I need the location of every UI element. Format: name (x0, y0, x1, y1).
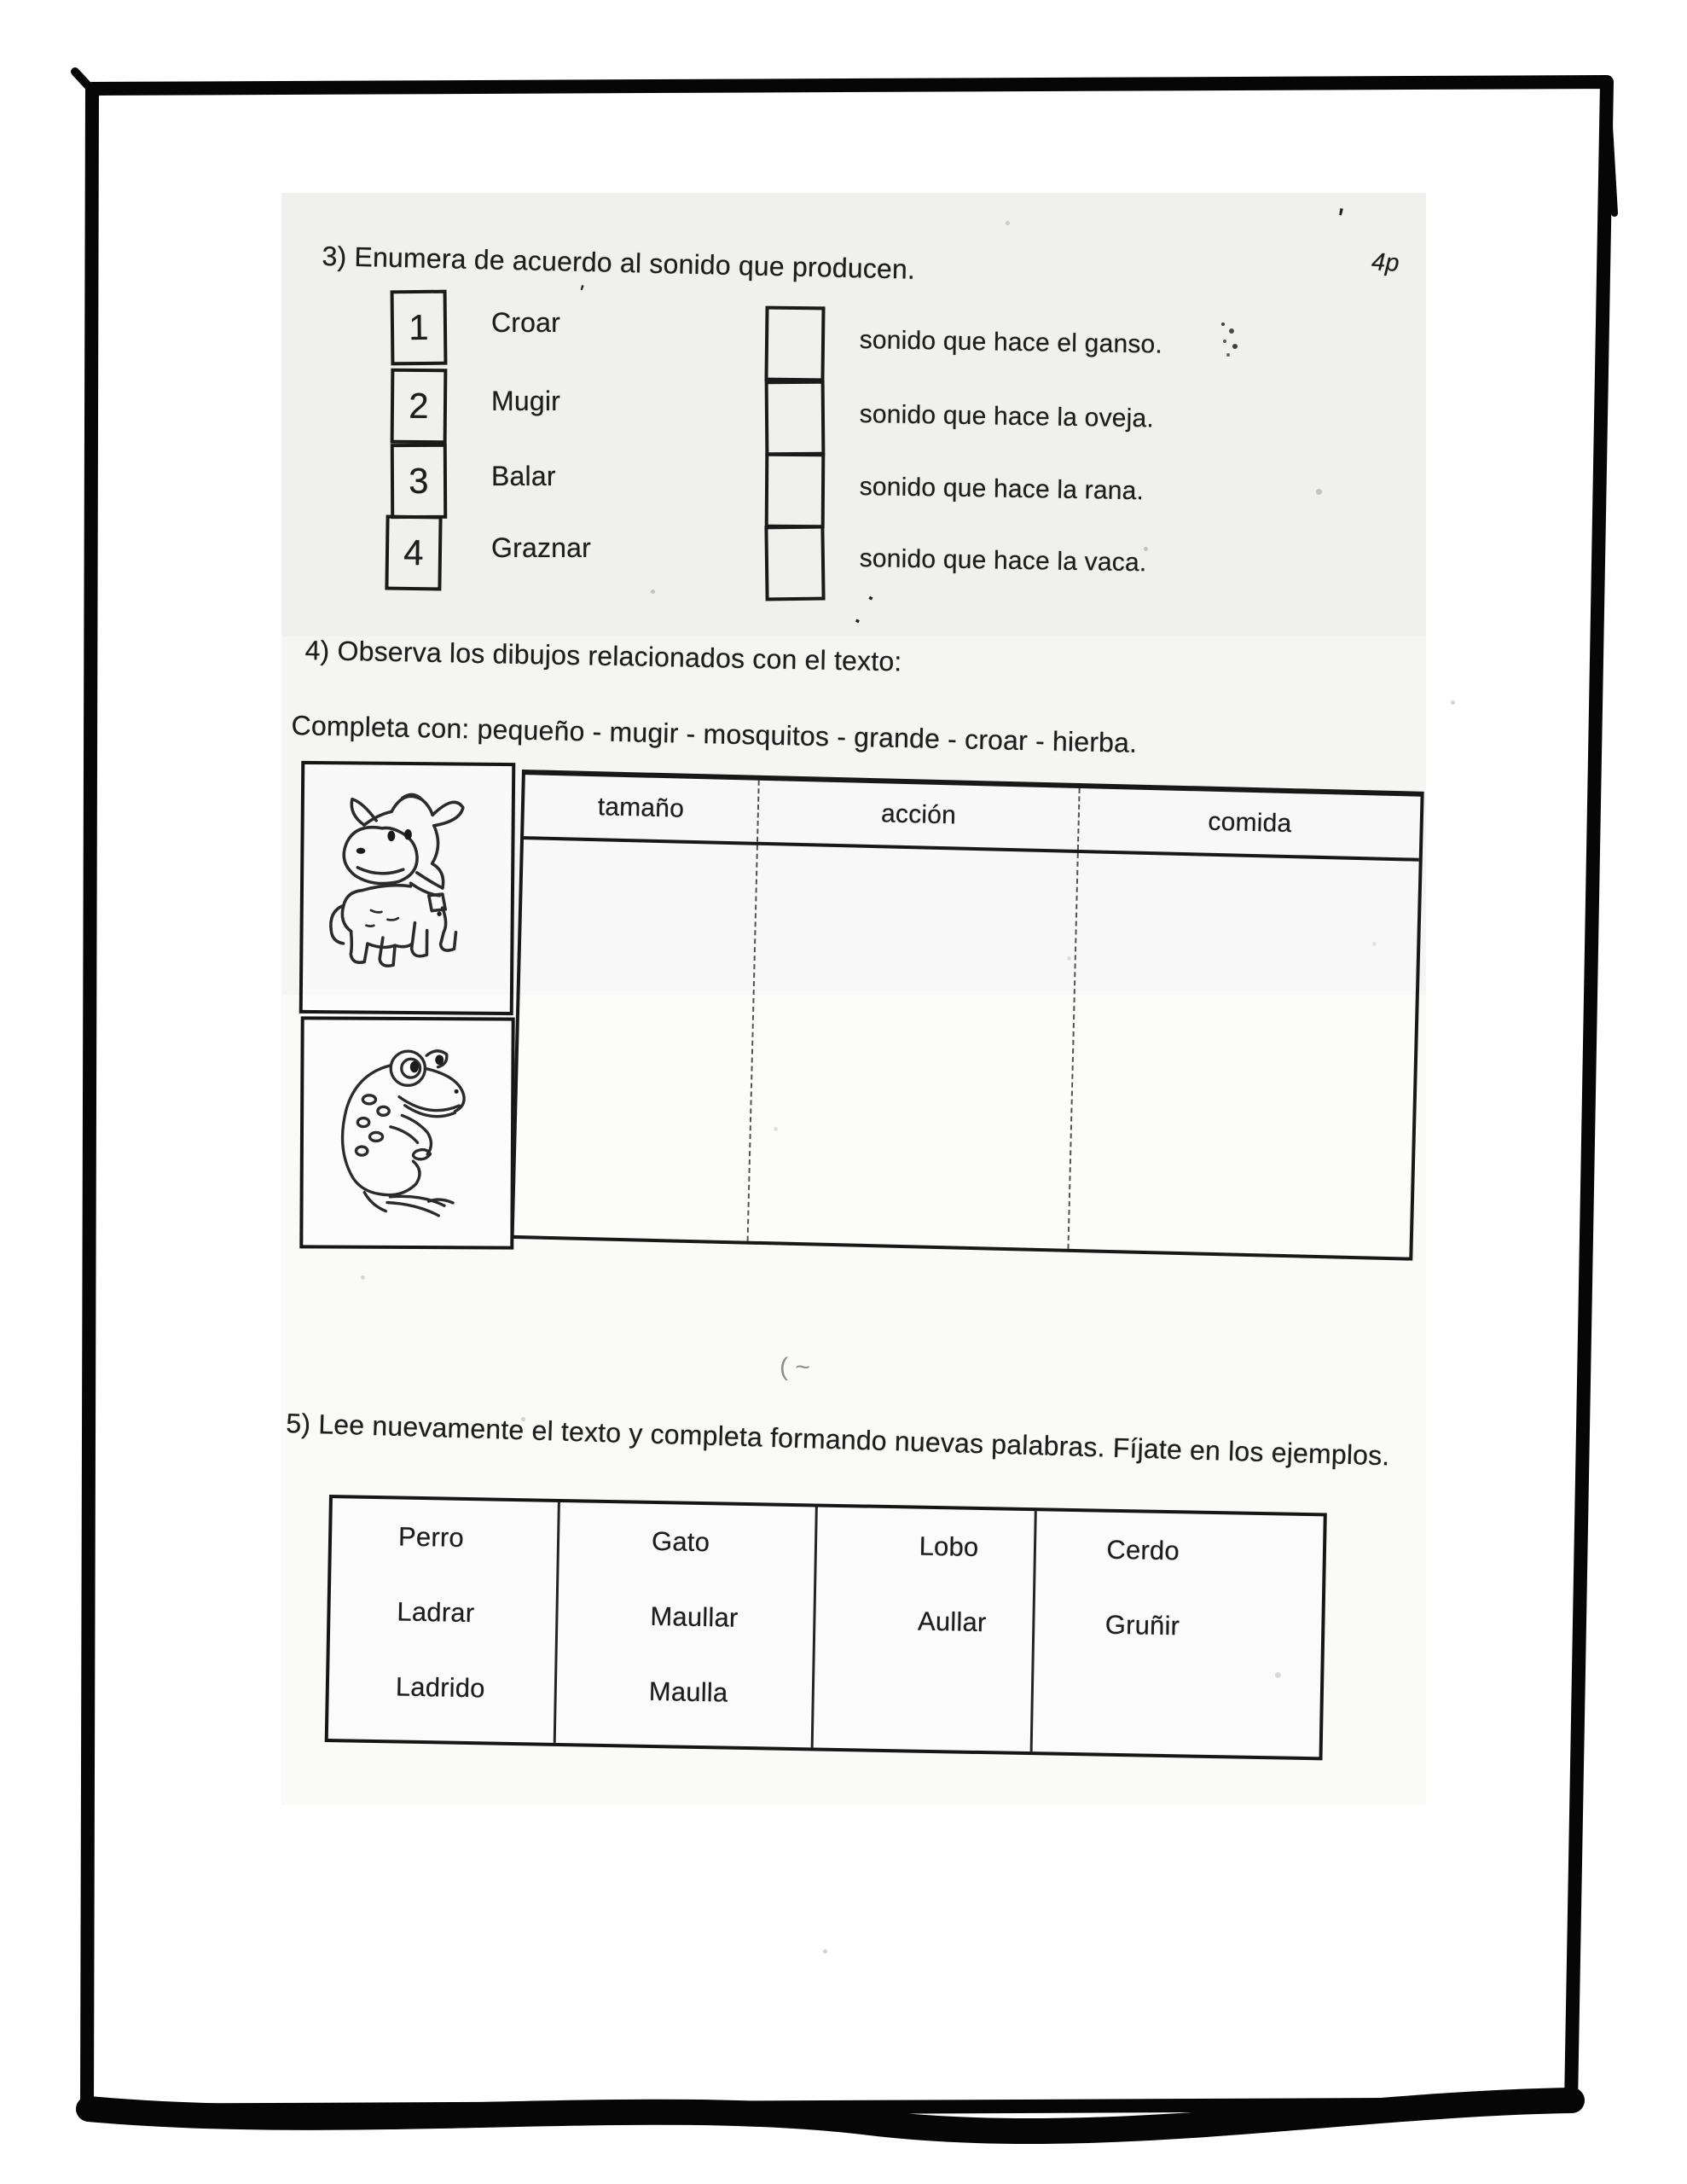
word-aullar: Aullar (917, 1606, 987, 1638)
cow-image-box (299, 761, 516, 1015)
column-header-tamano: tamaño (597, 793, 685, 823)
frog-drawing (316, 1029, 499, 1237)
column-header-comida: comida (1077, 788, 1420, 858)
word-cerdo: Cerdo (1106, 1534, 1180, 1566)
exercise5-title: 5) Lee nuevamente el texto y completa formando nuevas palabras. Fíjate en los ejemplos. (285, 1408, 1391, 1472)
fill-column-accion[interactable] (747, 845, 1078, 1249)
exercise4-word-bank: Completa con: pequeño - mugir - mosquitos - grande - croar - hierba. (291, 710, 1138, 758)
word-ladrar: Ladrar (397, 1596, 475, 1629)
number-box-1-value: 1 (408, 306, 430, 348)
exercise3-title: 3) Enumera de acuerdo al sonido que producen. (322, 241, 916, 285)
word-maulla: Maulla (648, 1676, 728, 1708)
answer-label-vaca: sonido que hace la vaca. (859, 544, 1147, 578)
exercise5-table (325, 1495, 1327, 1760)
answer-box-oveja[interactable] (765, 380, 826, 456)
number-box-3-value: 3 (409, 460, 429, 502)
word-family-column-lobo (810, 1507, 1035, 1751)
sound-word-croar: Croar (491, 307, 561, 338)
word-ladrido: Ladrido (395, 1671, 486, 1704)
frog-image-box (299, 1016, 514, 1249)
sound-word-balar: Balar (491, 461, 556, 491)
word-family-column-gato (554, 1502, 815, 1747)
answer-label-oveja: sonido que hace la oveja. (859, 400, 1155, 433)
word-maullar: Maullar (650, 1600, 739, 1633)
number-box-2-value: 2 (409, 385, 429, 427)
column-header-accion: acción (757, 781, 1079, 850)
word-lobo: Lobo (919, 1531, 979, 1562)
number-box-4-value: 4 (403, 531, 425, 573)
word-perro: Perro (397, 1521, 465, 1553)
corner-handwritten-mark: 4p (1371, 248, 1400, 277)
answer-box-rana[interactable] (765, 453, 826, 528)
empty-word-slot-lobo[interactable] (814, 1657, 1032, 1736)
ink-smudge (1221, 322, 1225, 326)
stray-tick-mark: ' (1332, 200, 1347, 237)
faint-squiggle-mark: ( ~ (780, 1353, 810, 1381)
word-family-column-cerdo (1030, 1511, 1324, 1757)
word-gato: Gato (651, 1525, 710, 1558)
answer-box-vaca[interactable] (764, 526, 825, 601)
number-box-3 (391, 444, 447, 519)
word-grunir: Gruñir (1104, 1609, 1180, 1641)
sound-word-mugir: Mugir (491, 386, 561, 416)
small-dot-mark: . . (834, 578, 883, 629)
number-box-2 (391, 369, 448, 444)
croar-tick-mark: ' (574, 279, 587, 306)
exercise4-title: 4) Observa los dibujos relacionados con el texto: (304, 635, 902, 677)
sound-word-graznar: Graznar (491, 532, 591, 563)
number-box-4 (385, 515, 442, 591)
word-family-column-perro (328, 1498, 558, 1743)
answer-box-ganso[interactable] (764, 306, 825, 382)
exercise4-table (511, 770, 1424, 1261)
empty-word-slot-cerdo[interactable] (1033, 1661, 1320, 1741)
number-box-1 (391, 290, 448, 366)
answer-label-ganso: sonido que hace el ganso. (859, 326, 1163, 359)
answer-label-rana: sonido que hace la rana. (859, 473, 1145, 506)
exercise4-table-body (514, 839, 1419, 1258)
fill-column-comida[interactable] (1068, 853, 1419, 1258)
cow-drawing (315, 775, 499, 1002)
fill-column-tamano[interactable] (514, 839, 757, 1241)
